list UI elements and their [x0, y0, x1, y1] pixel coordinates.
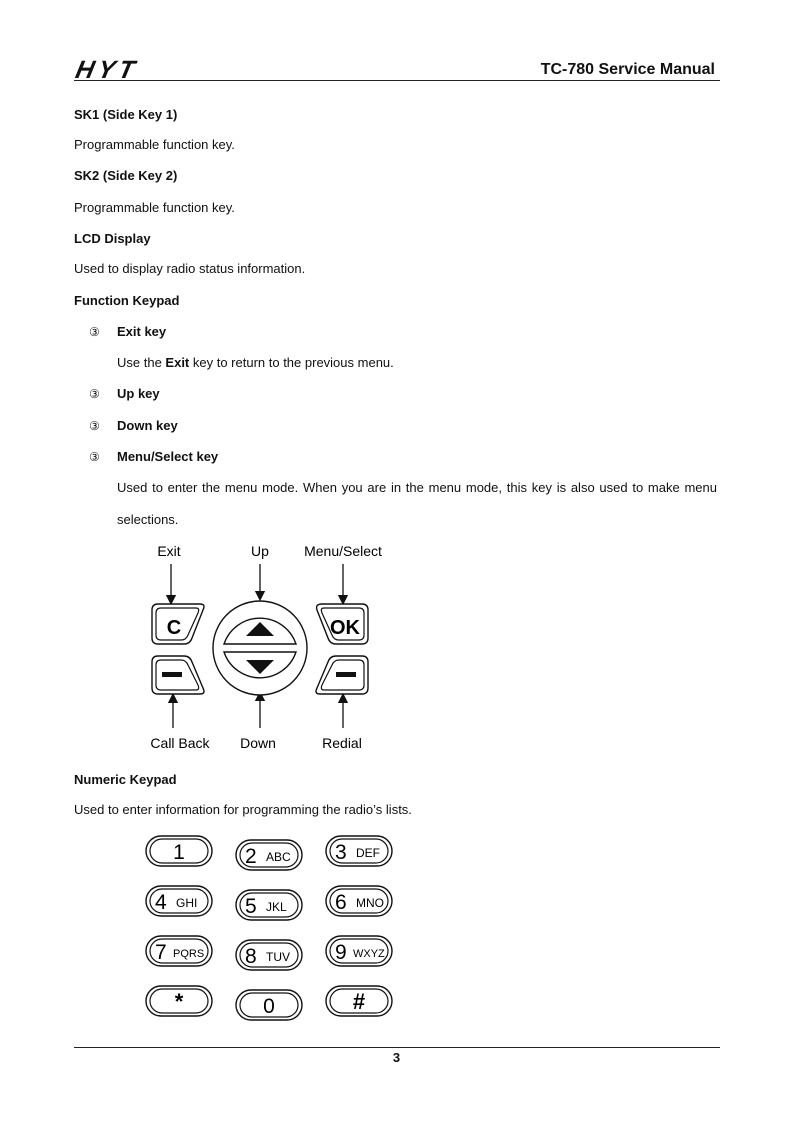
redial-label: Redial: [322, 735, 362, 751]
up-label: Up: [251, 543, 269, 559]
up-key-title: Up key: [117, 386, 160, 401]
c-key-label: C: [166, 617, 182, 639]
bullet-icon: ③: [89, 387, 100, 401]
numeric-key-digit: 4: [155, 891, 167, 914]
page-number: 3: [392, 1050, 401, 1065]
numeric-key-letters: TUV: [266, 950, 290, 964]
numeric-keypad-heading: Numeric Keypad: [74, 772, 177, 787]
numeric-key-8[interactable]: [236, 940, 302, 970]
numeric-key-3[interactable]: [326, 836, 392, 866]
sk1-description: Programmable function key.: [74, 137, 235, 152]
sk1-heading: SK1 (Side Key 1): [74, 107, 178, 122]
hyt-logo: HYT: [73, 56, 142, 84]
lcd-description: Used to display radio status information.: [74, 261, 306, 276]
exit-label: Exit: [157, 543, 181, 559]
numeric-key-letters: WXYZ: [353, 948, 385, 960]
numeric-key-star[interactable]: [146, 986, 212, 1016]
numeric-keypad-description: Used to enter information for programming the radio’s lists.: [74, 802, 412, 817]
call-back-label: Call Back: [150, 735, 210, 751]
exit-key-title: Exit key: [117, 324, 167, 339]
manual-title: TC-780 Service Manual: [540, 61, 715, 78]
numeric-key-2[interactable]: [236, 840, 302, 870]
menu-key-title: Menu/Select key: [117, 449, 219, 464]
numeric-key-digit: 5: [245, 895, 257, 918]
numeric-key-6[interactable]: [326, 886, 392, 916]
minus-icon: [336, 672, 356, 677]
bullet-icon: ③: [89, 450, 100, 464]
numeric-key-digit: 3: [335, 841, 347, 864]
numeric-key-letters: PQRS: [173, 948, 205, 960]
navigation-ring: [213, 601, 307, 695]
down-key-title: Down key: [117, 418, 178, 433]
numeric-key-0[interactable]: [236, 990, 302, 1020]
c-key[interactable]: [152, 604, 204, 644]
sk2-description: Programmable function key.: [74, 200, 235, 215]
numeric-key-9[interactable]: [326, 936, 392, 966]
down-key-bullet: [89, 418, 178, 433]
menu-key-description: Used to enter the menu mode. When you are in the menu mode, this key is also used to make menu selections.: [117, 480, 717, 527]
header-rule: [74, 80, 720, 81]
ok-key[interactable]: [317, 604, 368, 644]
numeric-key-digit: 2: [245, 845, 257, 868]
lcd-heading: LCD Display: [74, 231, 151, 246]
call-back-key[interactable]: [152, 656, 204, 694]
numeric-key-digit: 8: [245, 945, 257, 968]
numeric-key-letters: DEF: [356, 846, 380, 860]
function-keypad-heading: Function Keypad: [74, 293, 180, 308]
exit-key-description: Use the Exit key to return to the previous menu.: [117, 355, 394, 370]
footer-rule: [74, 1047, 720, 1048]
numeric-key-5[interactable]: [236, 890, 302, 920]
numeric-key-digit: 7: [155, 941, 167, 964]
numeric-key-letters: GHI: [176, 896, 198, 910]
numeric-key-4[interactable]: [146, 886, 212, 916]
sk2-heading: SK2 (Side Key 2): [74, 168, 178, 183]
up-key-bullet: [89, 386, 160, 401]
menu-key-bullet: [89, 449, 218, 464]
numeric-key-7[interactable]: [146, 936, 212, 966]
function-keypad-figure: [140, 538, 400, 758]
numeric-key-digit: 6: [335, 891, 347, 914]
numeric-key-letters: MNO: [356, 896, 384, 910]
numeric-key-digit: 9: [335, 941, 347, 964]
numeric-keypad-figure: [140, 828, 404, 1028]
ok-key-label: OK: [330, 617, 360, 639]
numeric-key-1[interactable]: [146, 836, 212, 866]
numeric-key-digit: 0: [263, 995, 275, 1018]
exit-key-bullet: [89, 324, 166, 339]
down-label: Down: [240, 735, 276, 751]
menu-select-label: Menu/Select: [304, 543, 382, 559]
numeric-key-letters: JKL: [266, 900, 287, 914]
numeric-key-digit: *: [174, 989, 184, 1014]
bullet-icon: ③: [89, 419, 100, 433]
numeric-key-digit: 1: [173, 841, 185, 864]
numeric-key-letters: ABC: [266, 850, 291, 864]
redial-key[interactable]: [316, 656, 368, 694]
numeric-key-digit: #: [352, 989, 366, 1014]
bullet-icon: ③: [89, 325, 100, 339]
numeric-key-hash[interactable]: [326, 986, 392, 1016]
minus-icon: [162, 672, 182, 677]
